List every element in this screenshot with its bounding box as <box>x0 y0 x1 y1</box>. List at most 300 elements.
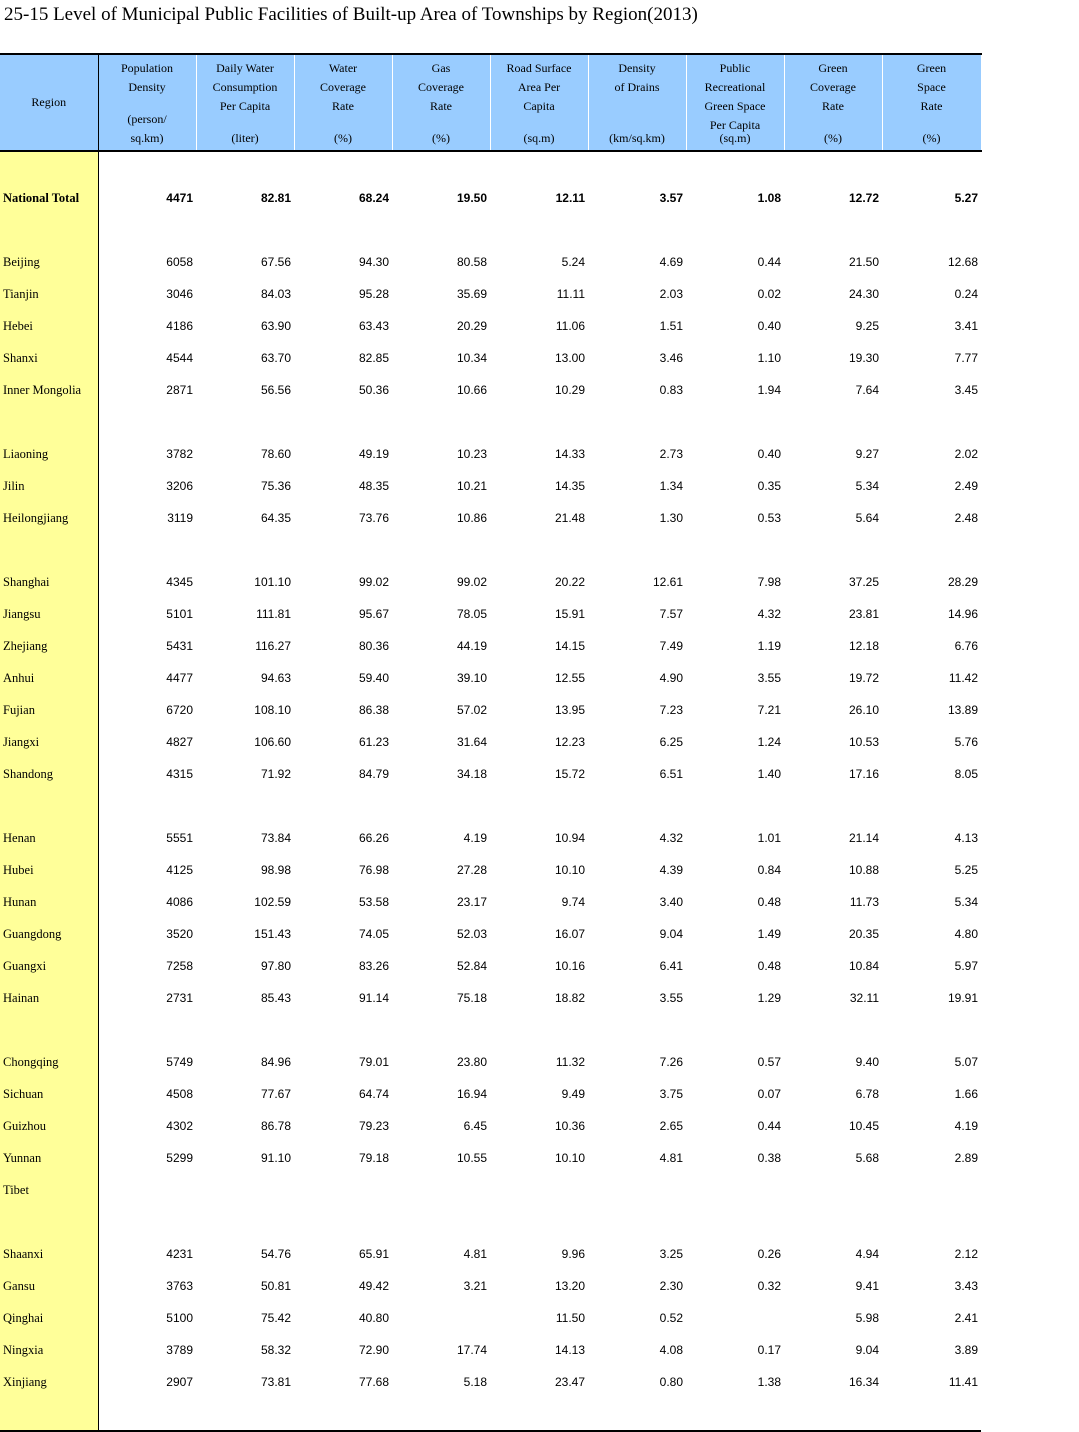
value-cell <box>882 1174 981 1206</box>
value-cell: 7.49 <box>659 639 683 653</box>
header-label-line: Recreational <box>704 80 766 94</box>
value-cell: 1.30 <box>659 511 683 525</box>
value-cell: 53.58 <box>358 895 389 909</box>
value-cell: 23.81 <box>848 607 879 621</box>
value-cell: 4.90 <box>659 671 683 685</box>
region-cell: Hubei <box>0 854 98 886</box>
value-cell <box>686 151 784 182</box>
region-cell: Shanghai <box>0 566 98 598</box>
value-cell: 19.72 <box>848 671 879 685</box>
spacer-row <box>0 406 981 438</box>
value-cell: 80.58 <box>456 255 487 269</box>
value-cell: 4.32 <box>757 607 781 621</box>
region-cell: Anhui <box>0 662 98 694</box>
value-cell: 40.80 <box>358 1311 389 1325</box>
value-cell <box>98 790 196 822</box>
header-label-line: Per Capita <box>219 99 271 113</box>
value-cell: 94.30 <box>358 255 389 269</box>
table-row <box>0 598 981 630</box>
value-cell: 35.69 <box>456 287 487 301</box>
value-cell: 14.96 <box>947 607 978 621</box>
table-row <box>0 1110 981 1142</box>
value-cell: 151.43 <box>254 927 291 941</box>
header-unit: (%) <box>334 131 352 145</box>
value-cell: 3.25 <box>659 1247 683 1261</box>
table-row <box>0 950 981 982</box>
value-cell: 17.74 <box>456 1343 487 1357</box>
value-cell: 5.76 <box>954 735 978 749</box>
value-cell: 0.83 <box>659 383 683 397</box>
value-cell <box>588 1014 686 1046</box>
value-cell: 4.69 <box>659 255 683 269</box>
value-cell: 39.10 <box>456 671 487 685</box>
value-cell: 10.34 <box>456 351 487 365</box>
value-cell: 9.40 <box>855 1055 879 1069</box>
value-cell: 0.35 <box>757 479 781 493</box>
value-cell: 13.20 <box>554 1279 585 1293</box>
value-cell: 10.23 <box>456 447 487 461</box>
value-cell: 84.03 <box>260 287 291 301</box>
value-cell: 50.36 <box>358 383 389 397</box>
value-cell: 9.27 <box>855 447 879 461</box>
value-cell <box>392 1174 490 1206</box>
value-cell: 5.07 <box>954 1055 978 1069</box>
value-cell: 7.77 <box>954 351 978 365</box>
value-cell <box>882 406 981 438</box>
value-cell: 5.24 <box>561 255 585 269</box>
value-cell: 2.03 <box>659 287 683 301</box>
value-cell: 5.34 <box>855 479 879 493</box>
value-cell <box>490 1206 588 1238</box>
header-label: Region <box>31 95 67 109</box>
value-cell <box>392 1206 490 1238</box>
value-cell: 79.18 <box>358 1151 389 1165</box>
value-cell: 1.51 <box>659 319 683 333</box>
value-cell <box>588 1398 686 1431</box>
value-cell: 19.91 <box>947 991 978 1005</box>
region-cell: Heilongjiang <box>0 502 98 534</box>
value-cell <box>490 406 588 438</box>
value-cell <box>784 214 882 246</box>
value-cell <box>588 1206 686 1238</box>
value-cell: 7.23 <box>659 703 683 717</box>
value-cell: 10.84 <box>848 959 879 973</box>
value-cell: 14.35 <box>554 479 585 493</box>
value-cell: 16.34 <box>848 1375 879 1389</box>
region-cell: Hebei <box>0 310 98 342</box>
value-cell <box>882 1206 981 1238</box>
value-cell: 9.74 <box>561 895 585 909</box>
value-cell: 86.78 <box>260 1119 291 1133</box>
header-unit-line: sq.km) <box>130 131 164 145</box>
value-cell <box>588 406 686 438</box>
value-cell <box>294 1398 392 1431</box>
value-cell: 12.11 <box>555 191 585 205</box>
value-cell: 10.86 <box>456 511 487 525</box>
value-cell: 4.94 <box>855 1247 879 1261</box>
header-label-line: Coverage <box>810 80 856 94</box>
value-cell: 3.75 <box>659 1087 683 1101</box>
value-cell: 12.18 <box>848 639 879 653</box>
value-cell: 10.53 <box>848 735 879 749</box>
value-cell <box>294 790 392 822</box>
table-row <box>0 1046 981 1078</box>
region-cell <box>0 1206 98 1238</box>
value-cell: 73.81 <box>260 1375 291 1389</box>
header-label-line: Green <box>818 61 848 75</box>
table-row <box>0 278 981 310</box>
value-cell: 4.13 <box>954 831 978 845</box>
value-cell <box>490 1014 588 1046</box>
header-label-line: Gas <box>431 61 451 75</box>
value-cell: 31.64 <box>456 735 487 749</box>
value-cell: 64.74 <box>358 1087 389 1101</box>
header-label-line: Area Per <box>517 80 561 94</box>
value-cell <box>686 406 784 438</box>
value-cell: 16.07 <box>554 927 585 941</box>
value-cell: 24.30 <box>848 287 879 301</box>
header-label-line: Coverage <box>320 80 366 94</box>
value-cell <box>686 1174 784 1206</box>
value-cell: 6.76 <box>954 639 978 653</box>
value-cell: 4345 <box>166 575 193 589</box>
value-cell: 67.56 <box>260 255 291 269</box>
value-cell <box>196 1174 294 1206</box>
value-cell <box>196 1398 294 1431</box>
value-cell: 10.21 <box>456 479 487 493</box>
table-row <box>0 918 981 950</box>
value-cell: 11.32 <box>555 1055 585 1069</box>
region-cell: Gansu <box>0 1270 98 1302</box>
value-cell: 1.66 <box>954 1087 978 1101</box>
table-row <box>0 1142 981 1174</box>
region-cell: Shandong <box>0 758 98 790</box>
header-label-line: Road Surface <box>506 61 572 75</box>
header-label-line: Capita <box>523 99 555 113</box>
table-row <box>0 1174 981 1206</box>
column-header <box>392 54 490 151</box>
header-label-line: Density <box>128 80 166 94</box>
value-cell <box>98 1398 196 1431</box>
value-cell: 61.23 <box>358 735 389 749</box>
value-cell <box>784 406 882 438</box>
header-unit <box>99 110 196 148</box>
value-cell: 1.40 <box>757 767 781 781</box>
value-cell: 94.63 <box>260 671 291 685</box>
region-cell <box>0 214 98 246</box>
column-header <box>686 54 784 151</box>
statistics-table <box>0 53 982 1432</box>
value-cell: 11.50 <box>555 1311 585 1325</box>
value-cell: 0.07 <box>757 1087 781 1101</box>
value-cell: 108.10 <box>254 703 291 717</box>
value-cell: 91.10 <box>260 1151 291 1165</box>
table-row <box>0 470 981 502</box>
value-cell: 3.45 <box>954 383 978 397</box>
region-cell <box>0 1014 98 1046</box>
table-header <box>0 54 981 151</box>
value-cell: 10.55 <box>456 1151 487 1165</box>
value-cell: 21.50 <box>848 255 879 269</box>
value-cell: 3.21 <box>463 1279 487 1293</box>
value-cell: 3.55 <box>659 991 683 1005</box>
value-cell: 3119 <box>167 511 193 525</box>
value-cell: 2.89 <box>954 1151 978 1165</box>
value-cell: 58.32 <box>260 1343 291 1357</box>
value-cell: 4508 <box>166 1087 193 1101</box>
value-cell: 4.32 <box>659 831 683 845</box>
value-cell: 3.40 <box>659 895 683 909</box>
value-cell: 0.44 <box>757 1119 781 1133</box>
value-cell: 3789 <box>166 1343 193 1357</box>
header-label-line: Coverage <box>418 80 464 94</box>
spacer-row <box>0 534 981 566</box>
value-cell: 10.16 <box>554 959 585 973</box>
value-cell: 99.02 <box>456 575 487 589</box>
table-row <box>0 438 981 470</box>
value-cell <box>588 534 686 566</box>
region-cell: Jiangxi <box>0 726 98 758</box>
value-cell: 5.98 <box>855 1311 879 1325</box>
header-label-line: Water <box>328 61 358 75</box>
value-cell <box>196 406 294 438</box>
value-cell: 4.08 <box>659 1343 683 1357</box>
value-cell: 44.19 <box>456 639 487 653</box>
header-label-line: Population <box>120 61 173 75</box>
value-cell: 1.19 <box>757 639 781 653</box>
value-cell: 7.57 <box>659 607 683 621</box>
value-cell <box>784 1206 882 1238</box>
value-cell: 3.41 <box>954 319 978 333</box>
statistics-table-container <box>0 53 981 1432</box>
region-cell <box>0 406 98 438</box>
region-cell: Guizhou <box>0 1110 98 1142</box>
value-cell: 12.55 <box>554 671 585 685</box>
value-cell <box>392 1398 490 1431</box>
value-cell <box>882 1014 981 1046</box>
value-cell: 73.76 <box>358 511 389 525</box>
table-row <box>0 694 981 726</box>
column-header <box>196 54 294 151</box>
value-cell <box>392 151 490 182</box>
value-cell: 9.04 <box>855 1343 879 1357</box>
value-cell <box>784 534 882 566</box>
value-cell <box>882 1398 981 1431</box>
value-cell: 98.98 <box>260 863 291 877</box>
table-row <box>0 1238 981 1270</box>
value-cell: 11.11 <box>556 287 585 301</box>
header-unit: (liter) <box>231 131 259 145</box>
header-label-line: Green Space <box>704 99 766 113</box>
value-cell: 32.11 <box>849 991 879 1005</box>
value-cell: 4544 <box>166 351 193 365</box>
value-cell: 13.95 <box>554 703 585 717</box>
value-cell <box>196 790 294 822</box>
region-cell <box>0 790 98 822</box>
value-cell <box>392 406 490 438</box>
value-cell: 116.27 <box>255 639 291 653</box>
value-cell: 37.25 <box>848 575 879 589</box>
header-unit: (%) <box>432 131 450 145</box>
value-cell <box>294 151 392 182</box>
region-cell: Hainan <box>0 982 98 1014</box>
value-cell: 3046 <box>166 287 193 301</box>
header-label-line: Green <box>916 61 947 75</box>
table-row <box>0 1366 981 1398</box>
header-label-line: Public <box>719 61 751 75</box>
value-cell: 5100 <box>166 1311 193 1325</box>
header-unit: (%) <box>824 131 842 145</box>
value-cell <box>490 151 588 182</box>
value-cell <box>882 790 981 822</box>
value-cell: 101.10 <box>254 575 291 589</box>
value-cell: 7258 <box>166 959 193 973</box>
value-cell: 23.80 <box>456 1055 487 1069</box>
header-unit: (sq.m) <box>523 131 555 145</box>
value-cell: 14.15 <box>554 639 585 653</box>
value-cell: 2907 <box>166 1375 193 1389</box>
table-row <box>0 502 981 534</box>
region-cell: Tibet <box>0 1174 98 1206</box>
value-cell: 0.40 <box>757 447 781 461</box>
header-label-line: Consumption <box>212 80 278 94</box>
value-cell: 3.55 <box>757 671 781 685</box>
value-cell: 0.48 <box>757 959 781 973</box>
value-cell: 83.26 <box>358 959 389 973</box>
value-cell: 63.43 <box>358 319 389 333</box>
value-cell <box>294 1206 392 1238</box>
table-row <box>0 1334 981 1366</box>
column-header <box>490 54 588 151</box>
value-cell <box>196 1014 294 1046</box>
value-cell <box>490 790 588 822</box>
value-cell: 95.28 <box>358 287 389 301</box>
value-cell: 74.05 <box>358 927 389 941</box>
value-cell <box>196 1206 294 1238</box>
value-cell <box>98 406 196 438</box>
value-cell: 73.84 <box>260 831 291 845</box>
value-cell: 75.18 <box>456 991 487 1005</box>
value-cell: 4.81 <box>659 1151 683 1165</box>
value-cell <box>490 1174 588 1206</box>
value-cell: 6.41 <box>659 959 683 973</box>
region-cell: Guangdong <box>0 918 98 950</box>
value-cell: 19.30 <box>848 351 879 365</box>
value-cell <box>294 1174 392 1206</box>
value-cell: 3782 <box>166 447 193 461</box>
value-cell: 10.10 <box>554 1151 585 1165</box>
region-cell: Qinghai <box>0 1302 98 1334</box>
value-cell: 13.00 <box>554 351 585 365</box>
region-cell: Jiangsu <box>0 598 98 630</box>
value-cell: 10.10 <box>554 863 585 877</box>
table-row <box>0 1302 981 1334</box>
value-cell: 15.91 <box>554 607 585 621</box>
value-cell: 7.98 <box>757 575 781 589</box>
header-label-line: Rate <box>332 99 354 113</box>
value-cell: 12.68 <box>947 255 978 269</box>
value-cell: 56.56 <box>260 383 291 397</box>
spacer-row <box>0 1014 981 1046</box>
value-cell: 10.29 <box>554 383 585 397</box>
value-cell: 49.42 <box>358 1279 389 1293</box>
header-row <box>0 54 981 151</box>
value-cell <box>784 1398 882 1431</box>
table-row <box>0 374 981 406</box>
value-cell: 3206 <box>166 479 193 493</box>
header-unit-line: (person/ <box>127 112 167 126</box>
value-cell <box>686 214 784 246</box>
spacer-row <box>0 214 981 246</box>
value-cell <box>784 790 882 822</box>
value-cell: 0.17 <box>757 1343 781 1357</box>
value-cell: 2871 <box>166 383 193 397</box>
value-cell: 84.96 <box>260 1055 291 1069</box>
value-cell: 12.72 <box>848 191 879 205</box>
value-cell: 1.08 <box>757 191 781 205</box>
value-cell: 9.25 <box>855 319 879 333</box>
value-cell: 79.23 <box>358 1119 389 1133</box>
value-cell: 3.46 <box>659 351 683 365</box>
value-cell: 5299 <box>166 1151 193 1165</box>
value-cell: 1.24 <box>757 735 781 749</box>
value-cell <box>98 151 196 182</box>
region-cell: Liaoning <box>0 438 98 470</box>
spacer-row <box>0 1398 981 1431</box>
value-cell: 4.19 <box>463 831 487 845</box>
region-cell: Tianjin <box>0 278 98 310</box>
table-row <box>0 822 981 854</box>
value-cell: 63.70 <box>260 351 291 365</box>
value-cell: 79.01 <box>358 1055 389 1069</box>
value-cell: 12.61 <box>652 575 683 589</box>
value-cell: 28.29 <box>947 575 978 589</box>
value-cell: 13.89 <box>947 703 978 717</box>
value-cell: 91.14 <box>358 991 389 1005</box>
value-cell <box>196 151 294 182</box>
value-cell <box>882 214 981 246</box>
value-cell <box>588 151 686 182</box>
value-cell: 3.57 <box>659 191 683 205</box>
value-cell: 10.66 <box>456 383 487 397</box>
value-cell: 65.91 <box>358 1247 389 1261</box>
value-cell: 50.81 <box>260 1279 291 1293</box>
value-cell <box>294 534 392 566</box>
value-cell: 2731 <box>166 991 193 1005</box>
region-cell <box>0 534 98 566</box>
value-cell: 2.12 <box>954 1247 978 1261</box>
value-cell: 11.73 <box>849 895 879 909</box>
value-cell: 7.21 <box>757 703 781 717</box>
value-cell: 71.92 <box>260 767 291 781</box>
value-cell: 20.35 <box>848 927 879 941</box>
region-cell: Zhejiang <box>0 630 98 662</box>
value-cell: 64.35 <box>260 511 291 525</box>
table-row <box>0 342 981 374</box>
value-cell: 20.29 <box>456 319 487 333</box>
header-label-line: Space <box>917 80 946 94</box>
value-cell <box>686 1398 784 1431</box>
column-header <box>882 54 981 151</box>
value-cell <box>98 1014 196 1046</box>
value-cell: 5749 <box>166 1055 193 1069</box>
value-cell: 34.18 <box>456 767 487 781</box>
value-cell: 4471 <box>166 191 193 205</box>
value-cell: 6.45 <box>463 1119 487 1133</box>
value-cell: 5.34 <box>954 895 978 909</box>
value-cell: 0.26 <box>757 1247 781 1261</box>
value-cell: 12.23 <box>554 735 585 749</box>
